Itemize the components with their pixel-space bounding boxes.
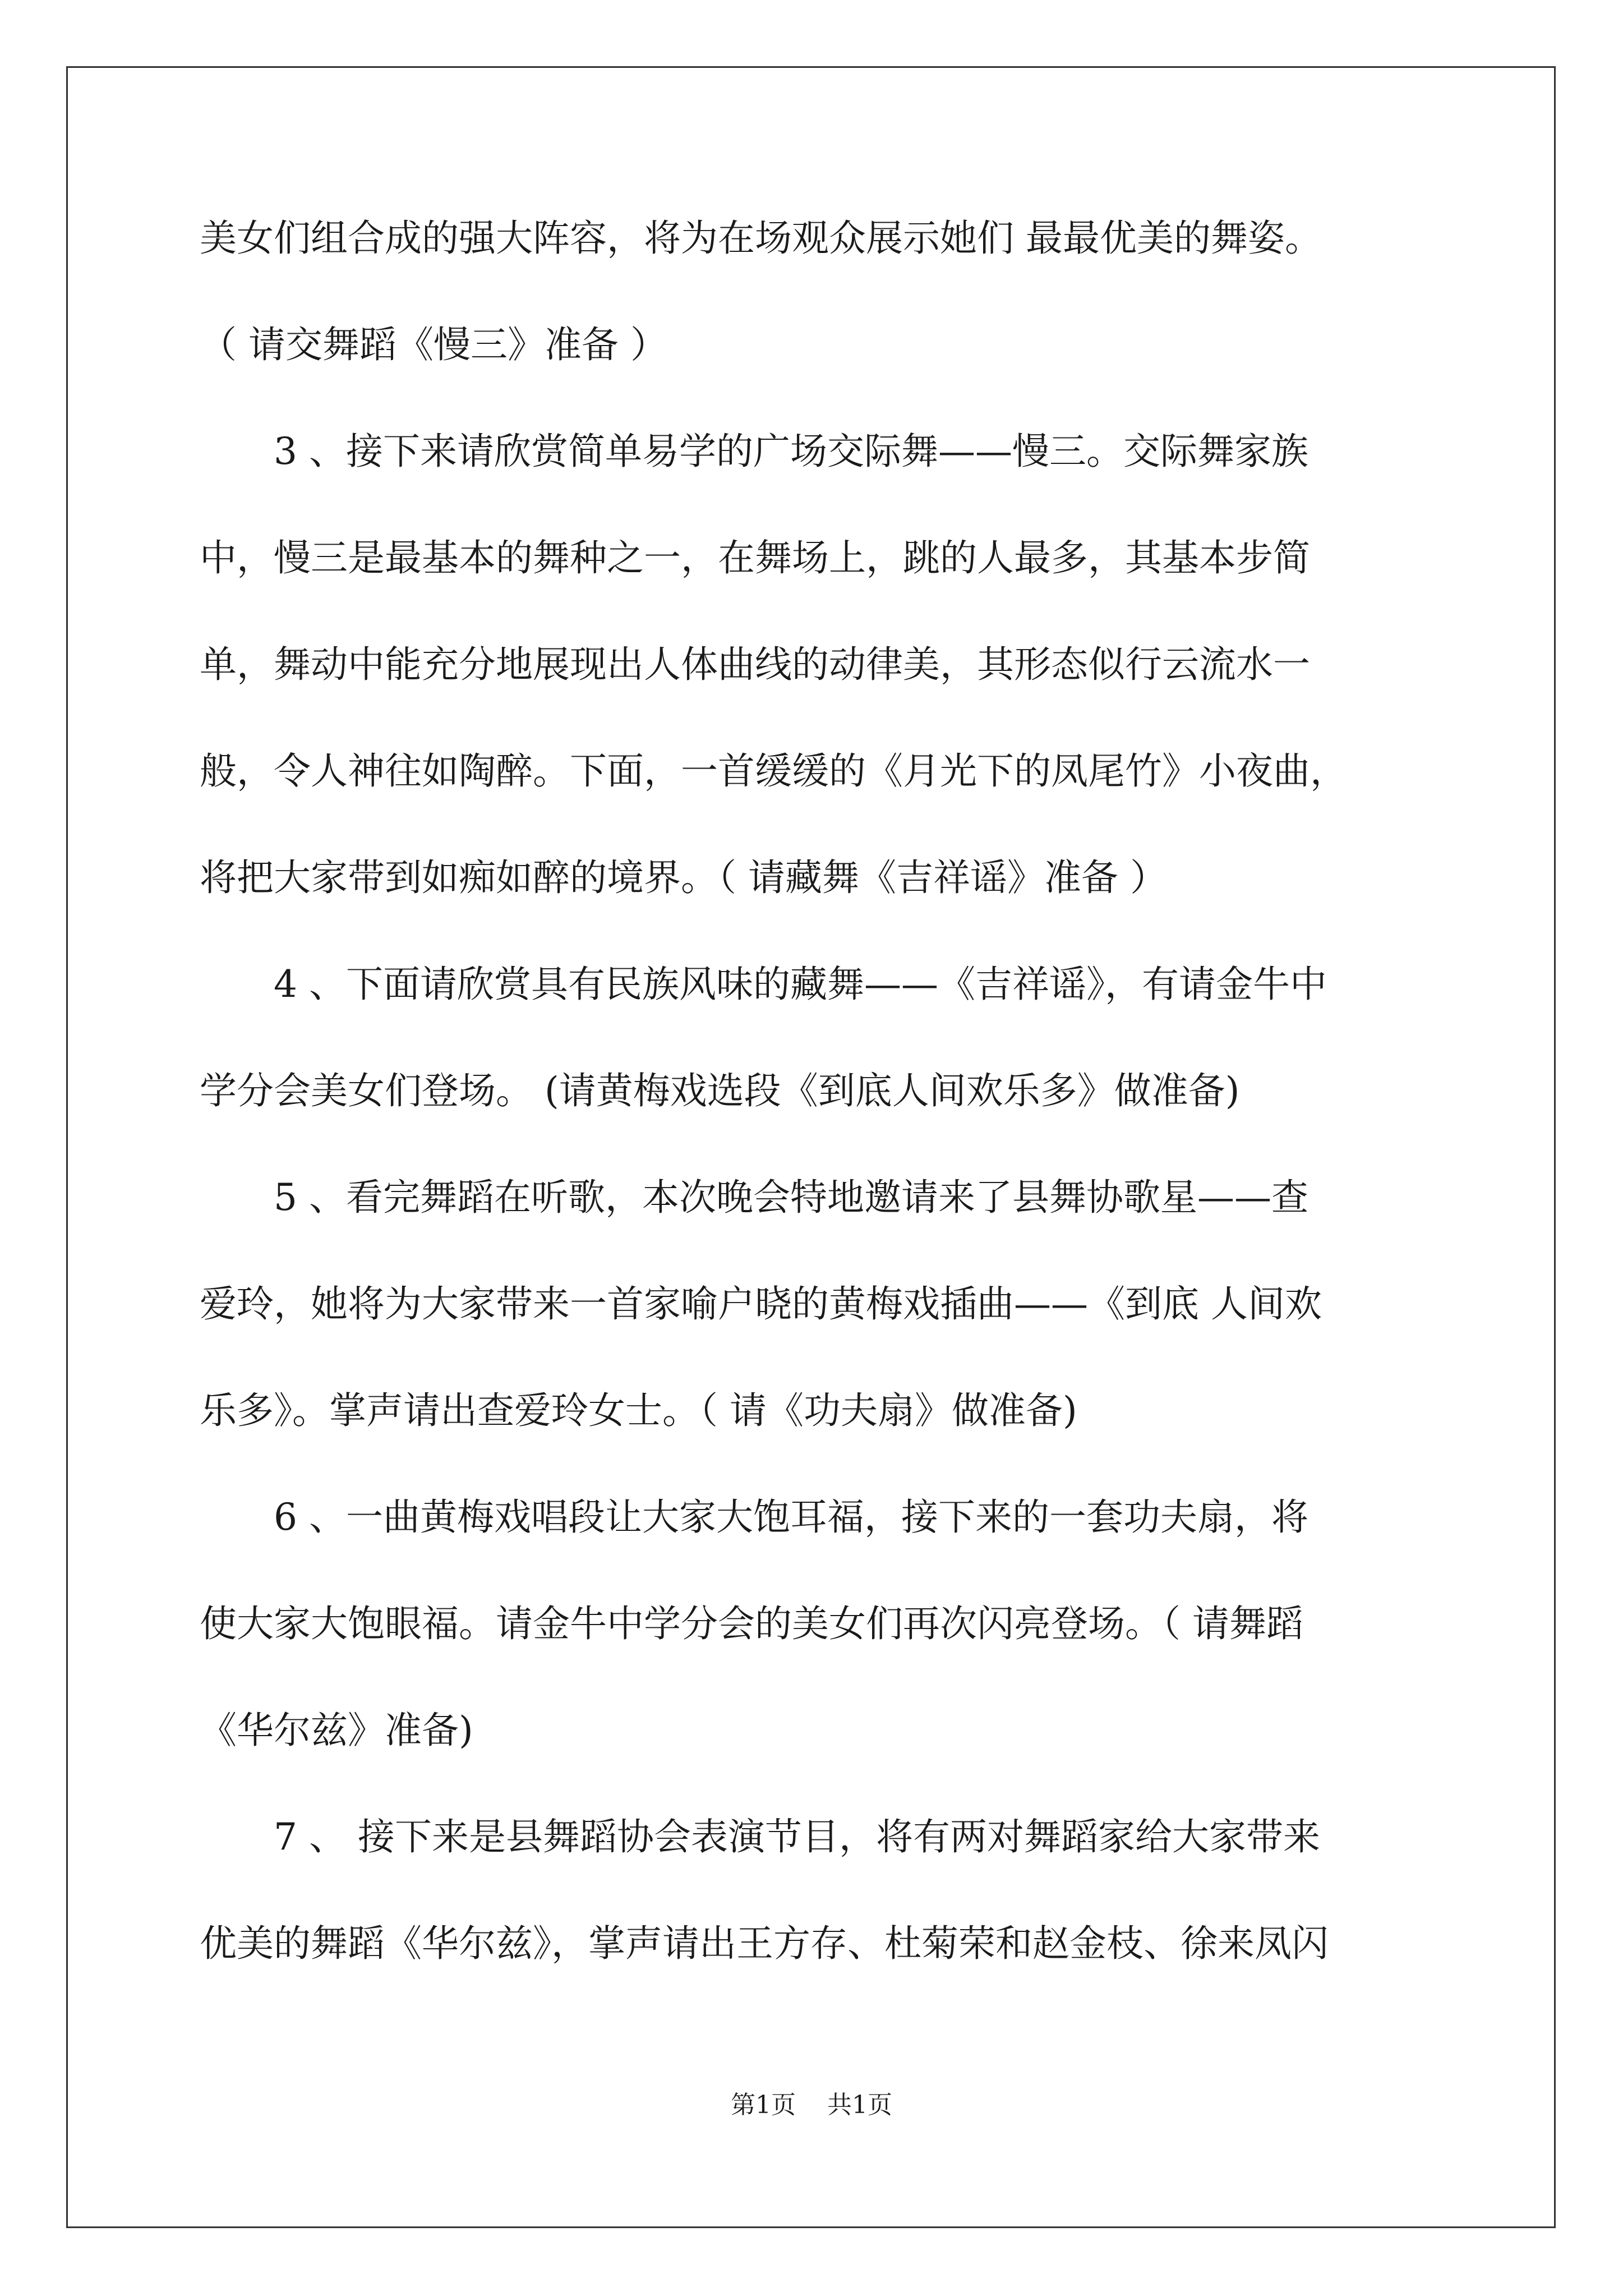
text-line: 使大家大饱眼福。请金牛中学分会的美女们再次闪亮登场。（ 请舞蹈 xyxy=(200,1602,1303,1645)
text-line: 单，舞动中能充分地展现出人体曲线的动律美，其形态似行云流水一 xyxy=(200,643,1310,686)
text-line: 中，慢三是最基本的舞种之一，在舞场上，跳的人最多，其基本步简 xyxy=(200,536,1310,579)
text-line: 乐多》。掌声请出查爱玲女士。（ 请《功夫扇》做准备) xyxy=(200,1389,1077,1432)
text-line: 将把大家带到如痴如醉的境界。（ 请藏舞《吉祥谣》准备 ） xyxy=(200,856,1167,899)
text-line: 学分会美女们登场。 (请黄梅戏选段《到底人间欢乐多》做准备) xyxy=(200,1069,1240,1112)
text-line: 爱玲，她将为大家带来一首家喻户晓的黄梅戏插曲——《到底 人间欢 xyxy=(200,1282,1322,1326)
text-line: 7 、 接下来是县舞蹈协会表演节目，将有两对舞蹈家给大家带来 xyxy=(200,1815,1320,1858)
text-line: 《华尔兹》准备) xyxy=(200,1709,473,1752)
page-footer: 第1页 共1页 xyxy=(731,2091,892,2119)
text-line: 4 、下面请欣赏具有民族风味的藏舞——《吉祥谣》，有请金牛中 xyxy=(200,963,1327,1006)
text-line: 美女们组合成的强大阵容，将为在场观众展示她们 最最优美的舞姿。 xyxy=(200,217,1322,260)
text-line: 般，令人神往如陶醉。下面，一首缓缓的《月光下的凤尾竹》小夜曲， xyxy=(200,749,1347,793)
text-line: （ 请交舞蹈《慢三》准备 ） xyxy=(200,323,667,366)
text-line: 5 、看完舞蹈在听歌，本次晚会特地邀请来了县舞协歌星——查 xyxy=(200,1176,1308,1219)
document-body xyxy=(200,217,1433,2032)
text-line: 6 、一曲黄梅戏唱段让大家大饱耳福，接下来的一套功夫扇，将 xyxy=(200,1496,1308,1539)
text-line: 3 、接下来请欣赏简单易学的广场交际舞——慢三。交际舞家族 xyxy=(200,430,1308,473)
text-line: 优美的舞蹈《华尔兹》，掌声请出王方存、杜菊荣和赵金枝、徐来凤闪 xyxy=(200,1922,1329,1965)
